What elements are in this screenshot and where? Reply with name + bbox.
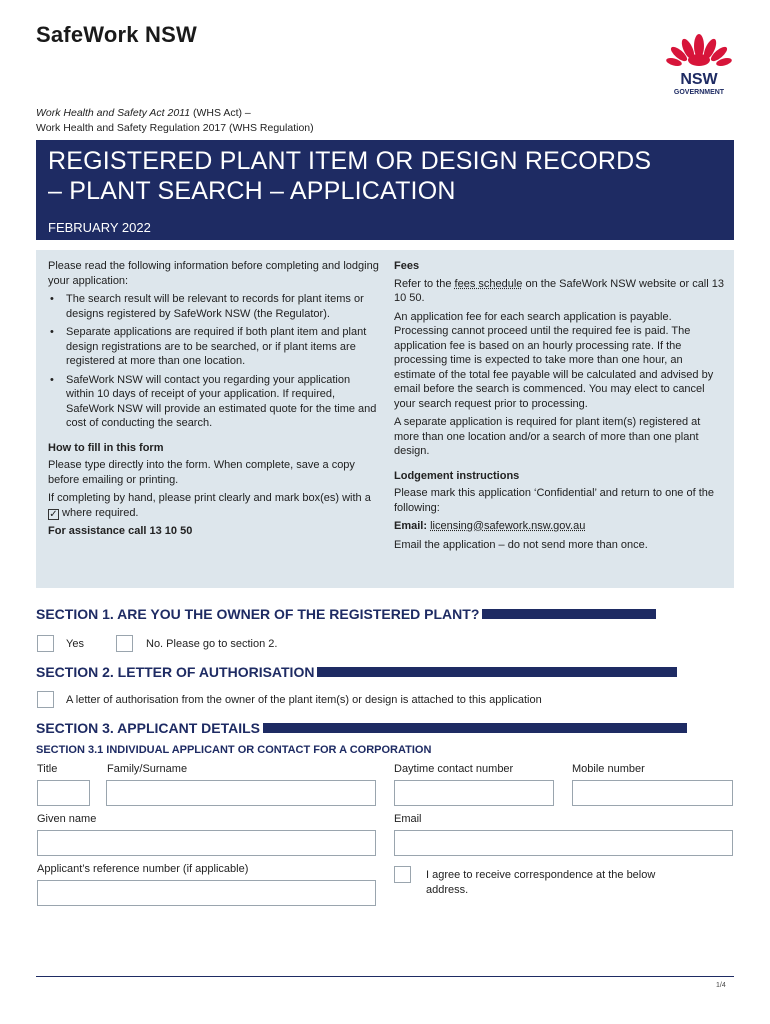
info-right-column <box>394 259 724 556</box>
list-item: • The search result will be relevant to records for plant items or designs registered by SafeWork NSW (the Regulator). <box>48 292 380 321</box>
section-1-heading: SECTION 1. ARE YOU THE OWNER OF THE REGISTERED PLANT? <box>36 606 656 622</box>
title-label: Title <box>37 763 58 775</box>
form-title: REGISTERED PLANT ITEM OR DESIGN RECORDS – PLANT SEARCH – APPLICATION <box>48 147 652 205</box>
form-date: FEBRUARY 2022 <box>48 220 151 235</box>
fees-separate-text: A separate application is required for plant item(s) registered at more than one location and/or a search of more than one plant design. <box>394 416 701 457</box>
mobile-field[interactable] <box>572 780 733 806</box>
surname-field[interactable] <box>106 780 376 806</box>
checkmark-icon: ✓ <box>49 508 58 520</box>
reference-field[interactable] <box>37 880 376 906</box>
email-label: Email <box>394 813 422 825</box>
authorisation-checkbox[interactable] <box>37 691 54 708</box>
correspondence-checkbox[interactable] <box>394 866 411 883</box>
no-label: No. Please go to section 2. <box>146 638 278 650</box>
lodgement-email: Email: licensing@safework.nsw.gov.au <box>394 520 586 532</box>
mobile-label: Mobile number <box>572 763 645 775</box>
intro-text: Please read the following information before completing and lodging your application: <box>48 260 379 287</box>
brand-name: SafeWork NSW <box>36 22 197 47</box>
fees-detail-text: An application fee for each search application is payable. Processing cannot proceed until the required fee is paid. The application fee is based on an hourly processing rate. If the processing time is expected to take more than one hour, an estimate of the total fee payable will be calculated and advised by email before the search is commenced. You may elect to cancel your search request prior to processing. <box>394 310 714 410</box>
fees-schedule-link[interactable]: fees schedule <box>454 277 523 290</box>
lodgement-heading: Lodgement instructions <box>394 469 520 482</box>
email-link[interactable]: licensing@safework.nsw.gov.au <box>430 520 586 532</box>
lodgement-note: Email the application – do not send more than once. <box>394 538 648 551</box>
nsw-government-logo <box>662 26 736 98</box>
section-3-1-heading: SECTION 3.1 INDIVIDUAL APPLICANT OR CONTACT FOR A CORPORATION <box>36 744 432 756</box>
fees-text: Refer to the fees schedule on the SafeWork NSW website or call 13 10 50. <box>394 277 724 304</box>
surname-label: Family/Surname <box>107 763 188 775</box>
info-bullet-list <box>48 292 380 431</box>
waratah-icon <box>662 26 736 98</box>
title-banner <box>36 140 734 240</box>
title-field[interactable] <box>37 780 90 806</box>
howto-hand-text: If completing by hand, please print clearly and mark box(es) with a ✓ where required. <box>48 492 371 520</box>
list-item: • Separate applications are required if both plant item and plant design registrations are to be searched, or if plant items are registered at more than one location. <box>48 325 380 369</box>
fees-heading: Fees <box>394 260 420 272</box>
page-number: 1/4 <box>716 982 726 989</box>
info-left-column <box>48 259 380 543</box>
no-checkbox[interactable] <box>116 635 133 652</box>
howto-text: Please type directly into the form. When complete, save a copy before emailing or printing. <box>48 459 355 486</box>
howto-heading: How to fill in this form <box>48 441 164 454</box>
section-bar <box>263 723 687 733</box>
section-bar <box>482 609 656 619</box>
given-name-field[interactable] <box>37 830 376 856</box>
section-2-heading: SECTION 2. LETTER OF AUTHORISATION <box>36 664 677 680</box>
section-bar <box>317 667 677 677</box>
email-field[interactable] <box>394 830 733 856</box>
daytime-phone-field[interactable] <box>394 780 554 806</box>
daytime-label: Daytime contact number <box>394 763 514 775</box>
authorisation-label: A letter of authorisation from the owner of the plant item(s) or design is attached to this application <box>66 694 542 706</box>
svg-text:NSW: NSW <box>680 71 718 88</box>
section-3-heading: SECTION 3. APPLICANT DETAILS <box>36 720 687 736</box>
assistance-text: For assistance call 13 10 50 <box>48 525 193 537</box>
footer-divider <box>36 976 734 977</box>
svg-text:GOVERNMENT: GOVERNMENT <box>673 89 725 96</box>
legislation-reference: Work Health and Safety Act 2011 (WHS Act) – Work Health and Safety Regulation 2017 (WHS Regulation) <box>36 107 314 134</box>
given-name-label: Given name <box>37 813 97 825</box>
yes-checkbox[interactable] <box>37 635 54 652</box>
lodgement-text: Please mark this application ‘Confidential’ and return to one of the following: <box>394 487 715 514</box>
yes-label: Yes <box>66 638 84 650</box>
correspondence-label: I agree to receive correspondence at the below address. <box>426 869 656 896</box>
reference-label: Applicant’s reference number (if applicable) <box>37 863 249 875</box>
list-item: • SafeWork NSW will contact you regarding your application within 10 days of receipt of your application. If required, SafeWork NSW will provide an estimated quote for the time and cost of conducting the search. <box>48 373 380 431</box>
info-panel <box>36 250 734 588</box>
